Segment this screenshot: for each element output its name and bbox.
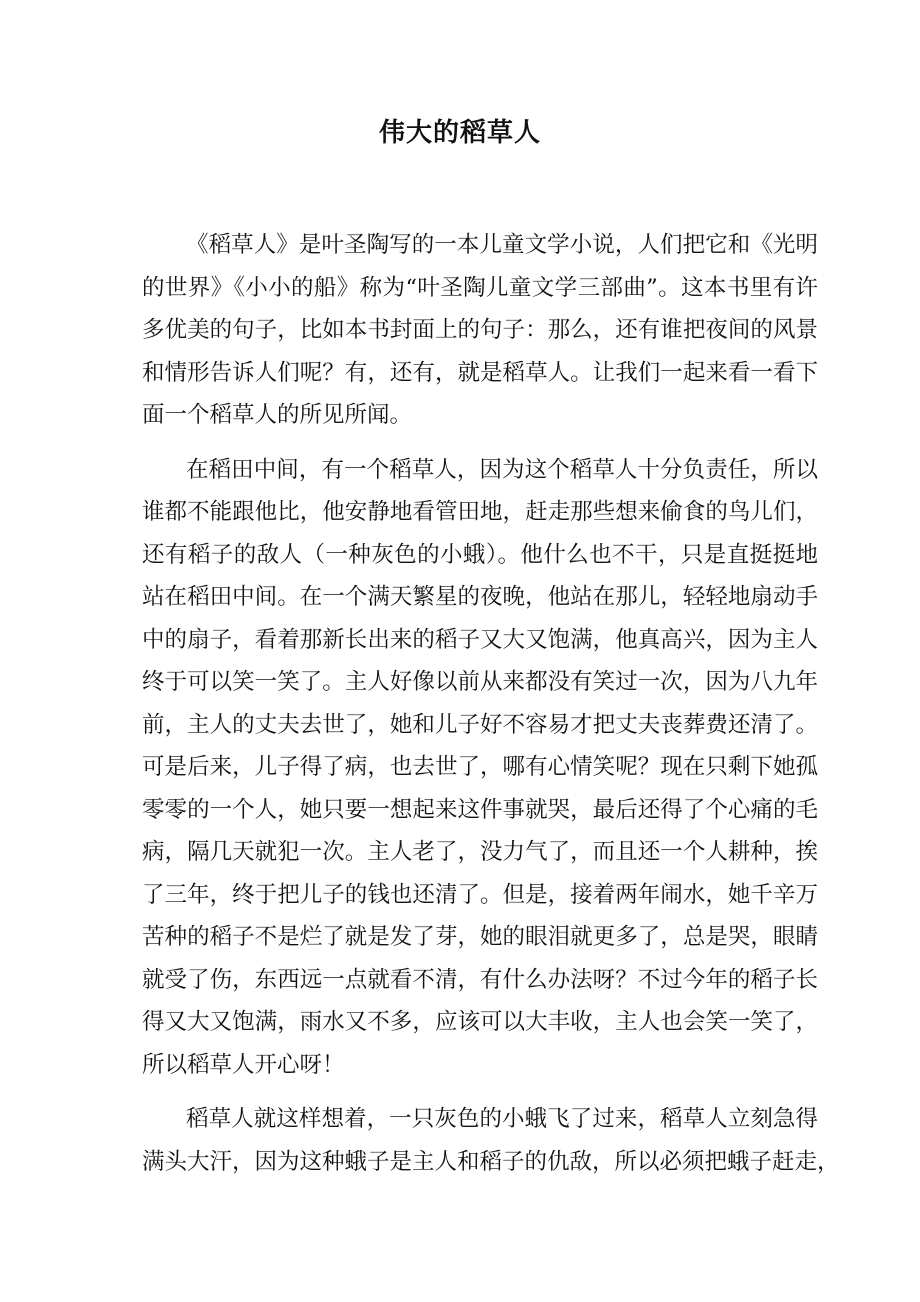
document-title: 伟大的稻草人 (378, 118, 541, 148)
text-line: 中的扇子，看着那新长出来的稻子又大又饱满，他真高兴，因为主人 (142, 626, 818, 653)
text-line: 的世界》《小小的船》称为“叶圣陶儿童文学三部曲”。这本书里有许 (142, 274, 818, 301)
text-line: 就受了伤，东西远一点就看不清，有什么办法呀？不过今年的稻子长 (142, 966, 818, 993)
text-line: 满头大汗，因为这种蛾子是主人和稻子的仇敌，所以必须把蛾子赶走， (142, 1148, 840, 1175)
paragraph-1 (142, 224, 818, 437)
text-line: 站在稻田中间。在一个满天繁星的夜晚，他站在那儿，轻轻地扇动手 (142, 584, 818, 610)
text-line: 得又大又饱满，雨水又不多，应该可以大丰收，主人也会笑一笑了， (142, 1009, 818, 1035)
text-line: 前，主人的丈夫去世了，她和儿子好不容易才把丈夫丧葬费还清了。 (142, 711, 818, 738)
text-line: 多优美的句子，比如本书封面上的句子：那么，还有谁把夜间的风景 (142, 317, 818, 343)
text-line: 《稻草人》是叶圣陶写的一本儿童文学小说，人们把它和《光明 (186, 232, 818, 258)
paragraph-2 (142, 449, 818, 1087)
text-line: 谁都不能跟他比，他安静地看管田地，赶走那些想来偷食的鸟儿们， (142, 499, 818, 525)
text-line: 和情形告诉人们呢？有，还有，就是稻草人。让我们一起来看一看下 (142, 359, 818, 386)
text-line: 苦种的稻子不是烂了就是发了芽，她的眼泪就更多了，总是哭，眼睛 (142, 924, 818, 950)
paragraph-3 (142, 1098, 840, 1183)
text-line: 可是后来，儿子得了病，也去世了，哪有心情笑呢？现在只剩下她孤 (142, 754, 818, 780)
text-line: 了三年，终于把儿子的钱也还清了。但是，接着两年闹水，她千辛万 (142, 881, 818, 908)
text-line: 所以稻草人开心呀！ (142, 1051, 345, 1078)
text-line: 还有稻子的敌人（一种灰色的小蛾）。他什么也不干，只是直挺挺地 (142, 541, 818, 568)
text-line: 面一个稻草人的所见所闻。 (142, 402, 413, 428)
text-line: 在稻田中间，有一个稻草人，因为这个稻草人十分负责任，所以 (186, 456, 818, 483)
text-line: 病，隔几天就犯一次。主人老了，没力气了，而且还一个人耕种，挨 (142, 839, 818, 865)
text-line: 零零的一个人，她只要一想起来这件事就哭，最后还得了个心痛的毛 (142, 796, 818, 823)
document-body (142, 224, 840, 1195)
text-line: 终于可以笑一笑了。主人好像以前从来都没有笑过一次，因为八九年 (142, 669, 818, 695)
text-line: 稻草人就这样想着，一只灰色的小蛾飞了过来，稻草人立刻急得 (186, 1106, 818, 1132)
